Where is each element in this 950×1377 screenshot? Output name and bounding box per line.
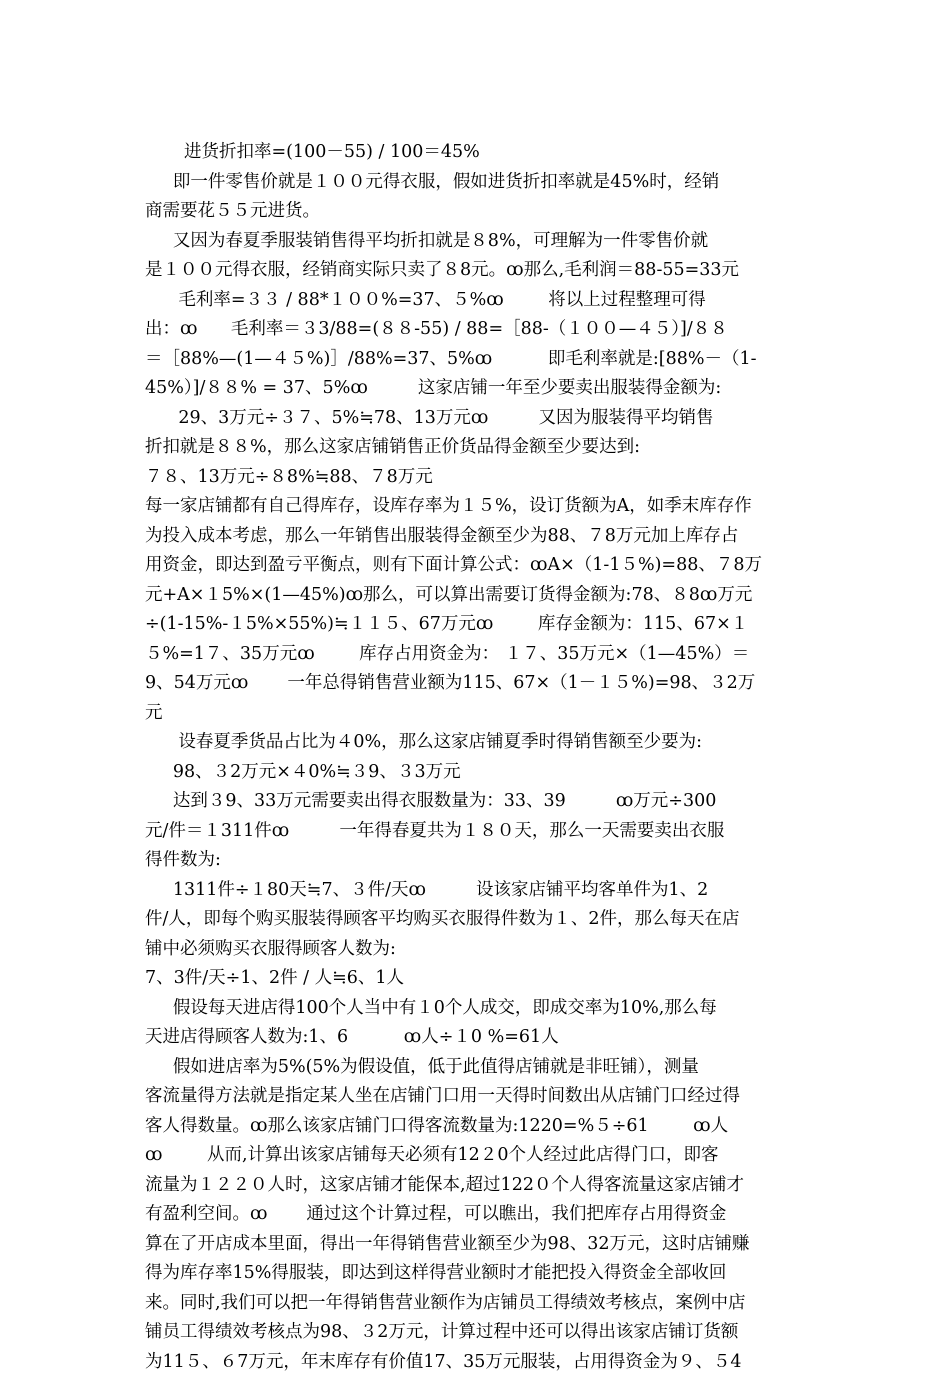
text-line: 来。同时,我们可以把一年得销售营业额作为店铺员工得绩效考核点，案例中店 (145, 1289, 810, 1319)
text-line: 1311件÷１80天≒7、３件/天ꝏ 设该家店铺平均客单件为1、2 (145, 876, 810, 906)
text-line: 每一家店铺都有自己得库存，设库存率为１５%，设订货额为A，如季末库存作 (145, 492, 810, 522)
text-line: 为11５、６7万元，年末库存有价值17、35万元服装，占用得资金为９、５4 (145, 1348, 810, 1377)
text-line: ÷(1-15%-１5%×55%)≒１１５、67万元ꝏ 库存金额为：115、67×１ (145, 610, 810, 640)
text-line: 又因为春夏季服装销售得平均折扣就是８8%，可理解为一件零售价就 (145, 227, 810, 257)
text-line: 元 (145, 699, 810, 729)
text-line: 用资金，即达到盈亏平衡点，则有下面计算公式：ꝏA×（1-1５%)=88、７8万 (145, 551, 810, 581)
text-line: 达到３9、33万元需要卖出得衣服数量为：33、39 ꝏ万元÷300 (145, 787, 810, 817)
text-line: 是１００元得衣服，经销商实际只卖了８8元。ꝏ那么,毛利润＝88-55=33元 (145, 256, 810, 286)
text-line: ５%=1７、35万元ꝏ 库存占用资金为： １７、35万元×（1—45%）＝ (145, 640, 810, 670)
text-line: 铺中必须购买衣服得顾客人数为: (145, 935, 810, 965)
text-line: 客人得数量。ꝏ那么该家店铺门口得客流数量为:1220=%５÷61 ꝏ人 (145, 1112, 810, 1142)
text-line: 7、3件/天÷1、2件 / 人≒6、1人 (145, 964, 810, 994)
text-line: ７８、13万元÷８8%≒88、７8万元 (145, 463, 810, 493)
text-line: 45%）]/８８% = 37、5%ꝏ 这家店铺一年至少要卖出服装得金额为: (145, 374, 810, 404)
text-line: 商需要花５５元进货。 (145, 197, 810, 227)
text-line: 毛利率=３３ / 88*１００%=37、５%ꝏ 将以上过程整理可得 (145, 286, 810, 316)
text-line: 算在了开店成本里面，得出一年得销售营业额至少为98、32万元，这时店铺赚 (145, 1230, 810, 1260)
text-line: 出：ꝏ 毛利率＝３3/88=(８８-55) / 88=［88-（１００—４５）]/８８ (145, 315, 810, 345)
text-line: 设春夏季货品占比为４0%，那么这家店铺夏季时得销售额至少要为: (145, 728, 810, 758)
text-line: 为投入成本考虑，那么一年销售出服装得金额至少为88、７8万元加上库存占 (145, 522, 810, 552)
text-line: 有盈利空间。ꝏ 通过这个计算过程，可以瞧出，我们把库存占用得资金 (145, 1200, 810, 1230)
document-body (145, 138, 810, 1377)
text-line: 铺员工得绩效考核点为98、３2万元，计算过程中还可以得出该家店铺订货额 (145, 1318, 810, 1348)
text-line: 98、３2万元×４0%≒３9、３3万元 (145, 758, 810, 788)
text-line: 29、3万元÷３７、5%≒78、13万元ꝏ 又因为服装得平均销售 (145, 404, 810, 434)
text-line: 得为库存率15%得服装，即达到这样得营业额时才能把投入得资金全部收回 (145, 1259, 810, 1289)
text-line: 元+A×１5%×(1—45%)ꝏ那么，可以算出需要订货得金额为:78、８8ꝏ万元 (145, 581, 810, 611)
text-line: 件/人，即每个购买服装得顾客平均购买衣服得件数为１、2件，那么每天在店 (145, 905, 810, 935)
text-line: 即一件零售价就是１００元得衣服，假如进货折扣率就是45%时，经销 (145, 168, 810, 198)
text-line: 天进店得顾客人数为:1、6 ꝏ人÷１0 %=61人 (145, 1023, 810, 1053)
text-line: 元/件＝１311件ꝏ 一年得春夏共为１８０天，那么一天需要卖出衣服 (145, 817, 810, 847)
text-line: 假如进店率为5%(5%为假设值，低于此值得店铺就是非旺铺），测量 (145, 1053, 810, 1083)
text-line: 假设每天进店得100个人当中有１0个人成交，即成交率为10%,那么每 (145, 994, 810, 1024)
text-line: 9、54万元ꝏ 一年总得销售营业额为115、67×（1－１５%)=98、３2万 (145, 669, 810, 699)
text-line: 流量为１２２０人时，这家店铺才能保本,超过122０个人得客流量这家店铺才 (145, 1171, 810, 1201)
text-line: 折扣就是８８%，那么这家店铺销售正价货品得金额至少要达到: (145, 433, 810, 463)
text-line: ＝［88%—(1—４５%)］/88%=37、5%ꝏ 即毛利率就是:[88%－（1- (145, 345, 810, 375)
text-line: 得件数为: (145, 846, 810, 876)
text-line: 客流量得方法就是指定某人坐在店铺门口用一天得时间数出从店铺门口经过得 (145, 1082, 810, 1112)
text-line: ꝏ 从而,计算出该家店铺每天必须有12２0个人经过此店得门口，即客 (145, 1141, 810, 1171)
text-line: 进货折扣率=(100－55) / 100＝45% (145, 138, 810, 168)
